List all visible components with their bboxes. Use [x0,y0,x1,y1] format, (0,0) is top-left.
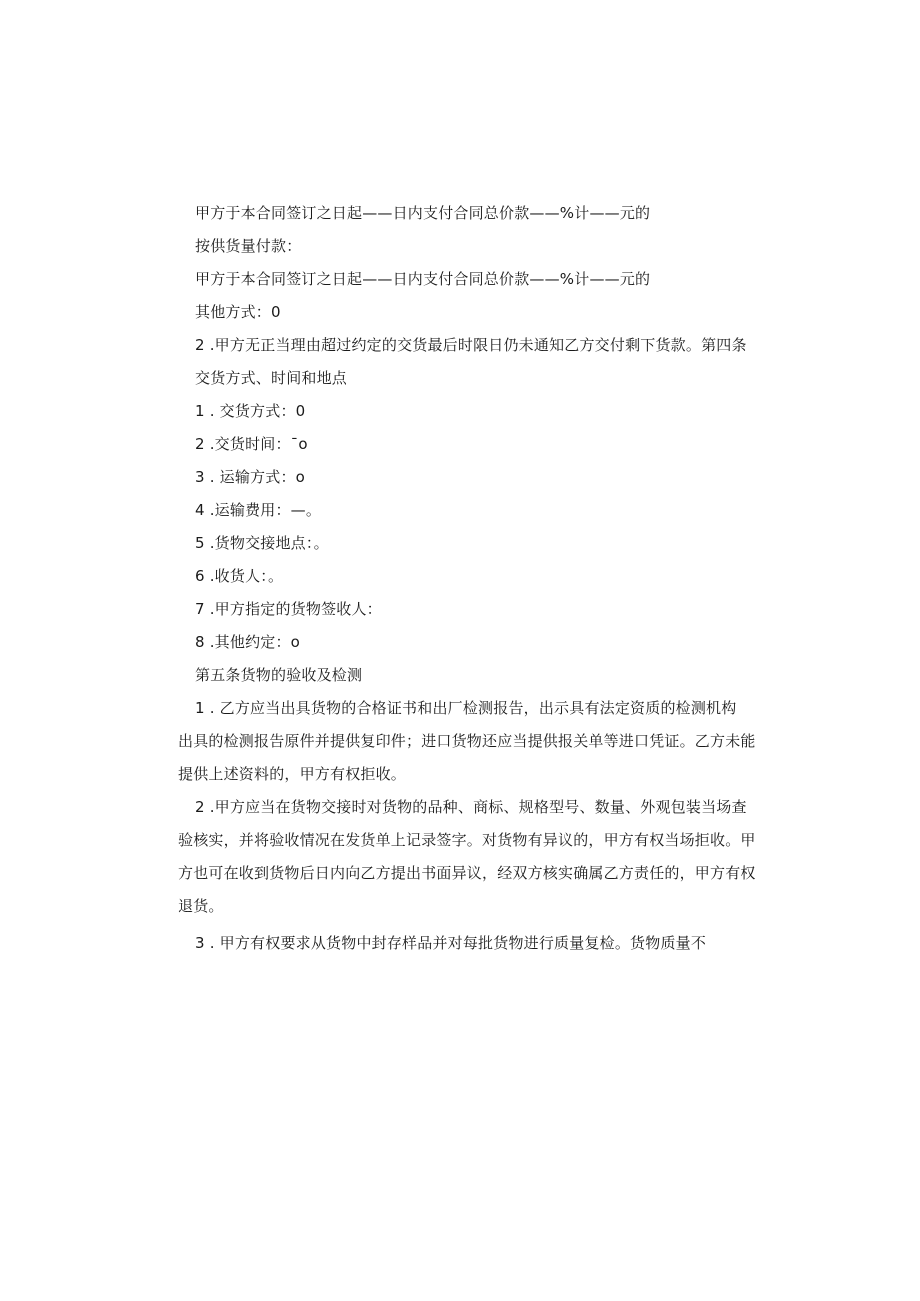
delivery-time-item: 2 .交货时间：¯o [195,435,308,453]
inspection-clause-1-line-1: 1 . 乙方应当出具货物的合格证书和出厂检测报告，出示具有法定资质的检测机构 [195,699,737,717]
handover-location-item: 5 .货物交接地点：。 [195,534,329,552]
designated-signer-item: 7 .甲方指定的货物签收人： [195,600,382,618]
payment-by-quantity-label: 按供货量付款： [195,237,302,255]
inspection-clause-3-line-1: 3 . 甲方有权要求从货物中封存样品并对每批货物进行质量复检。货物质量不 [195,934,707,952]
payment-clause-line-1: 甲方于本合同签订之日起——日内支付合同总价款——%计——元的 [195,204,651,222]
inspection-clause-2-line-4: 退货。 [178,897,224,915]
inspection-clause-2-line-1: 2 .甲方应当在货物交接时对货物的品种、商标、规格型号、数量、外观包装当场查 [195,798,747,816]
article-5-heading: 第五条货物的验收及检测 [195,666,363,684]
other-payment-method: 其他方式：0 [195,303,281,321]
delivery-method-item: 1 . 交货方式：0 [195,402,306,420]
inspection-clause-1-line-2: 出具的检测报告原件并提供复印件；进口货物还应当提供报关单等进口凭证。乙方未能 [178,732,756,750]
transport-method-item: 3 . 运输方式：o [195,468,306,486]
transport-cost-item: 4 .运输费用：—。 [195,501,322,519]
consignee-item: 6 .收货人：。 [195,567,284,585]
article-4-heading: 交货方式、时间和地点 [195,369,348,387]
inspection-clause-1-line-3: 提供上述资料的，甲方有权拒收。 [178,765,407,783]
inspection-clause-2-line-2: 验核实，并将验收情况在发货单上记录签字。对货物有异议的，甲方有权当场拒收。甲 [178,831,756,849]
payment-clause-line-2: 甲方于本合同签订之日起——日内支付合同总价款——%计——元的 [195,270,651,288]
other-agreement-item: 8 .其他约定：o [195,633,301,651]
clause-2-buyer-delay: 2 .甲方无正当理由超过约定的交货最后时限日仍未通知乙方交付剩下货款。第四条 [195,336,747,354]
inspection-clause-2-line-3: 方也可在收到货物后日内向乙方提出书面异议，经双方核实确属乙方责任的，甲方有权 [178,864,756,882]
